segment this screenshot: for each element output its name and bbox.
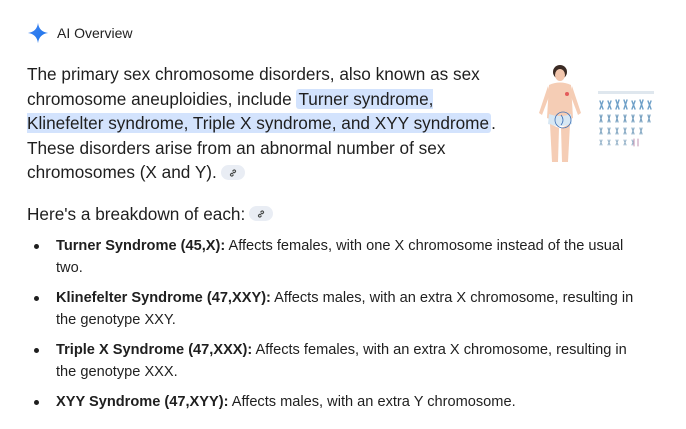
karyotype-thumbnail-image[interactable] xyxy=(522,58,668,174)
breakdown-source-link-button[interactable] xyxy=(249,206,273,221)
list-item xyxy=(27,236,647,279)
item-term: Klinefelter Syndrome (47,XXY): xyxy=(56,290,271,306)
bullet-dot xyxy=(34,348,39,353)
breakdown-heading xyxy=(27,204,273,225)
bullet-dot xyxy=(34,400,39,405)
human-figure-graphic xyxy=(539,65,581,162)
item-term: Triple X Syndrome (47,XXX): xyxy=(56,342,253,358)
list-item xyxy=(27,340,647,383)
link-icon xyxy=(256,209,266,219)
karyotype-illustration xyxy=(522,58,668,174)
link-icon xyxy=(228,168,238,178)
sparkle-icon xyxy=(27,22,49,44)
bullet-dot xyxy=(34,296,39,301)
item-description: Affects females, with one X chromosome instead of the usual two. xyxy=(56,238,624,276)
list-item xyxy=(27,392,647,414)
chromosome-grid-graphic xyxy=(598,91,654,146)
list-item xyxy=(27,288,647,331)
syndrome-list xyxy=(27,236,647,423)
ai-overview-title: AI Overview xyxy=(57,25,133,41)
item-term: XYY Syndrome (47,XYY): xyxy=(56,394,229,410)
source-link-button[interactable] xyxy=(221,165,245,180)
ai-overview-header xyxy=(27,22,132,44)
breakdown-heading-text: Here's a breakdown of each: xyxy=(27,204,246,224)
item-description: Affects males, with an extra X chromosome, resulting in the genotype XXY. xyxy=(56,290,634,328)
item-description: Affects males, with an extra Y chromosome. xyxy=(228,394,516,410)
summary-paragraph xyxy=(27,62,507,185)
summary-text-before: The primary sex chromosome disorders, also known as sex chromosome aneuploidies, include xyxy=(27,64,480,109)
bullet-dot xyxy=(34,244,39,249)
summary-text-after: . These disorders arise from an abnormal number of sex chromosomes (X and Y). xyxy=(27,113,496,183)
highlighted-text[interactable]: Turner syndrome, Klinefelter syndrome, Triple X syndrome, and XYY syndrome xyxy=(27,88,490,134)
item-description: Affects females, with an extra X chromosome, resulting in the genotype XXX. xyxy=(56,342,627,380)
item-term: Turner Syndrome (45,X): xyxy=(56,238,226,254)
